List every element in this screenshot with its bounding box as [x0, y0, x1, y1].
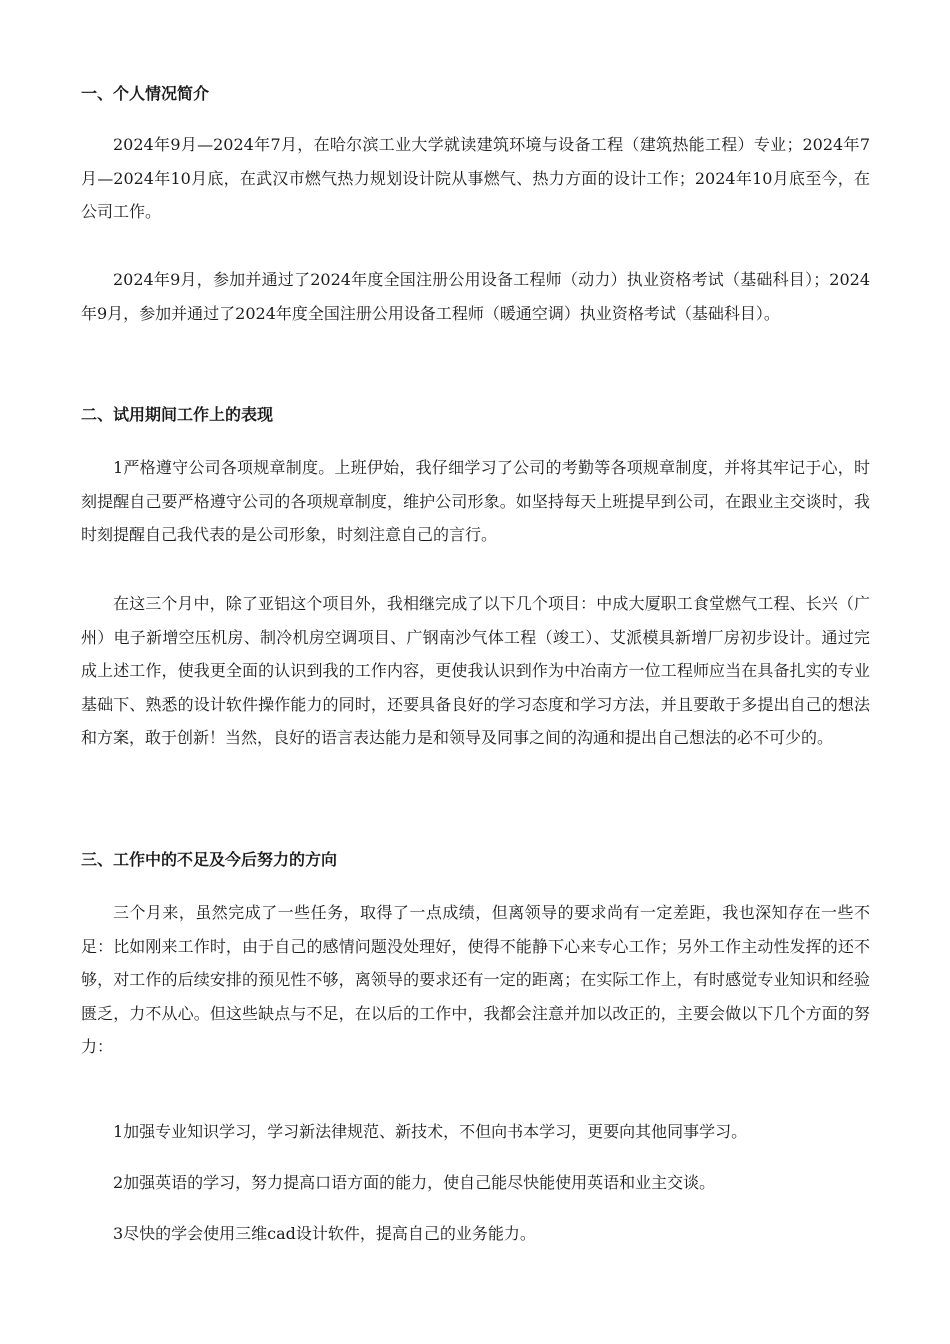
list-item-professional-study: 1加强专业知识学习，学习新法律规范、新技术，不但向书本学习，更要向其他同事学习。 — [113, 1122, 748, 1141]
paragraph-completed-projects: 在这三个月中，除了亚铝这个项目外，我相继完成了以下几个项目：中成大厦职工食堂燃气工程、长兴（广州）电子新增空压机房、制冷机房空调项目、广钢南沙气体工程（竣工）、艾派模具新增厂房初步设计。通过完成上述工作，使我更全面的认识到我的工作内容，更使我认识到作为中冶南方一位工程师应当在具备扎实的专业基础下、熟悉的设计软件操作能力的同时，还要具备良好的学习态度和学习方法，并且要敢于多提出自己的想法和方案，敢于创新！当然，良好的语言表达能力是和领导及同事之间的沟通和提出自己想法的必不可少的。 — [81, 594, 870, 747]
list-item-english-study: 2加强英语的学习，努力提高口语方面的能力，使自己能尽快能使用英语和业主交谈。 — [113, 1173, 716, 1192]
section-heading-probation-performance: 二、试用期间工作上的表现 — [81, 405, 274, 424]
paragraph-certification-exams: 2024年9月，参加并通过了2024年度全国注册公用设备工程师（动力）执业资格考试（基础科目）；2024年9月，参加并通过了2024年度全国注册公用设备工程师（暖通空调）执业资格考试（基础科目）。 — [81, 270, 870, 323]
paragraph-rules-compliance: 1严格遵守公司各项规章制度。上班伊始，我仔细学习了公司的考勤等各项规章制度，并将其牢记于心，时刻提醒自己要严格遵守公司的各项规章制度，维护公司形象。如坚持每天上班提早到公司，在跟业主交谈时，我时刻提醒自己我代表的是公司形象，时刻注意自己的言行。 — [81, 458, 870, 544]
section-heading-personal-profile: 一、个人情况简介 — [81, 84, 210, 103]
section-heading-shortcomings-direction: 三、工作中的不足及今后努力的方向 — [81, 850, 338, 869]
paragraph-shortcomings: 三个月来，虽然完成了一些任务，取得了一点成绩，但离领导的要求尚有一定差距，我也深知存在一些不足：比如刚来工作时，由于自己的感情问题没处理好，使得不能静下心来专心工作；另外工作主动性发挥的还不够，对工作的后续安排的预见性不够，离领导的要求还有一定的距离；在实际工作上，有时感觉专业知识和经验匮乏，力不从心。但这些缺点与不足，在以后的工作中，我都会注意并加以改正的，主要会做以下几个方面的努力： — [81, 903, 870, 1056]
paragraph-education-work-history: 2024年9月—2024年7月，在哈尔滨工业大学就读建筑环境与设备工程（建筑热能工程）专业；2024年7月—2024年10月底，在武汉市燃气热力规划设计院从事燃气、热力方面的设计工作；2024年10月底至今，在公司工作。 — [81, 135, 870, 221]
list-item-cad-software: 3尽快的学会使用三维cad设计软件，提高自己的业务能力。 — [113, 1224, 536, 1243]
